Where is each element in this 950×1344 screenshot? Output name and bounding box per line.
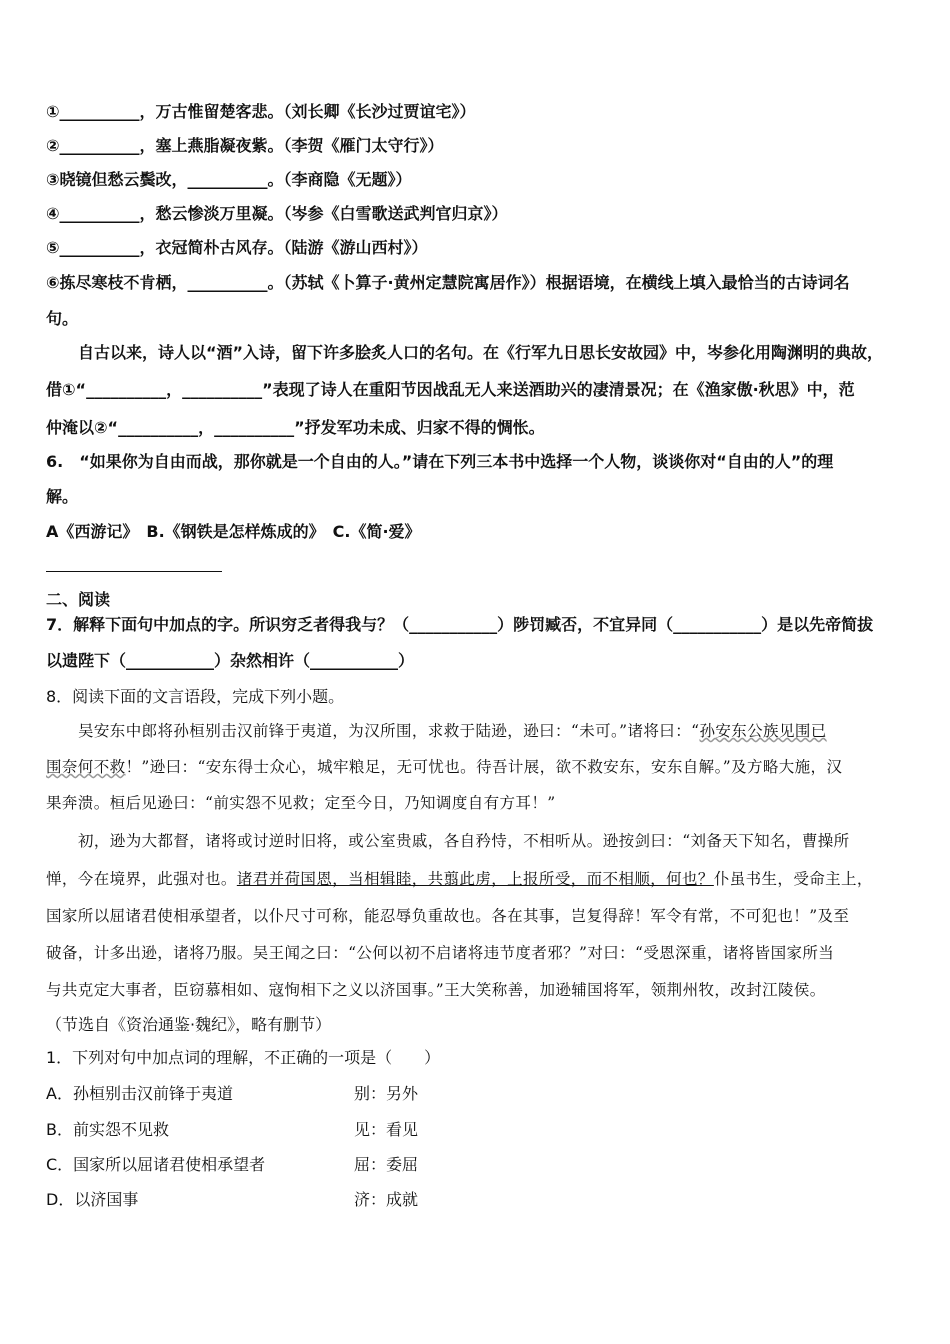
passage-line: 果奔溃。桓后见逊曰：“前实怨不见救；定至今日，乃知调度自有方耳！” <box>46 794 556 812</box>
text: ！”逊曰：“安东得士众心，城牢粮足，无可忧也。待吾计展，欲不救安东，安东自解。”及方略大施，汉 <box>125 758 843 776</box>
question-text: 解。 <box>46 487 79 506</box>
option-d[interactable] <box>46 1190 546 1210</box>
passage-line: 初，逊为大都督，诸将或讨逆时旧将，或公室贵戚，各自矜恃，不相听从。逊按剑曰：“刘备天下知名，曹操所 <box>78 832 850 850</box>
option-label: D．以济国事 <box>46 1190 139 1209</box>
fill-item: ③晓镜但愁云鬓改，__________。（李商隐《无题》） <box>46 170 412 189</box>
passage-line <box>46 869 873 889</box>
passage-line <box>78 721 827 741</box>
passage-line: 与共克定大事者，臣窃慕相如、寇恂相下之义以济国事。”王大笑称善，加逊辅国将军，领荆州牧，改封江陵侯。 <box>46 981 826 999</box>
wavy-text: 孙安东公族见围已 <box>699 722 827 740</box>
question-text: 6. “如果你为自由而战，那你就是一个自由的人。”请在下列三本书中选择一个人物，谈谈你对“自由的人”的理 <box>46 452 834 471</box>
option-c[interactable] <box>46 1155 546 1175</box>
question-text: 7．解释下面句中加点的字。所识穷乏者得我与？（___________）陟罚臧否，不宜异同（___________）是以先帝简拔 <box>46 615 874 634</box>
option-gloss: 屈：委屈 <box>354 1155 419 1174</box>
passage-source: （节选自《资治通鉴·魏纪》，略有删节） <box>46 1015 332 1034</box>
fill-item: ⑤__________，衣冠简朴古风存。（陆游《游山西村》） <box>46 238 428 257</box>
fill-item: ⑥拣尽寒枝不肯栖，__________。（苏轼《卜算子·黄州定慧院寓居作》）根据语境，在横线上填入最恰当的古诗词名 <box>46 273 850 292</box>
text: 仆虽书生，受命主上， <box>713 870 873 888</box>
paragraph-line: 自古以来，诗人以“酒”入诗，留下许多脍炙人口的名句。在《行军九日思长安故园》中，岑参化用陶渊明的典故， <box>78 343 884 362</box>
underlined-sentence: 诸君并荷国恩，当相辑睦，共翦此虏，上报所受，而不相顺，何也？ <box>236 870 714 888</box>
fill-item: ②__________，塞上燕脂凝夜紫。（李贺《雁门太守行》） <box>46 136 444 155</box>
option-a[interactable] <box>46 1084 546 1104</box>
paragraph-line: 借①“__________，__________”表现了诗人在重阳节因战乱无人来送酒助兴的凄清景况；在《渔家傲·秋思》中，范 <box>46 380 855 399</box>
answer-line <box>46 571 222 572</box>
text: 吴安东中郎将孙桓别击汉前锋于夷道，为汉所围，求救于陆逊，逊曰：“未可。”诸将曰：“ <box>78 722 700 740</box>
option-gloss: 见：看见 <box>354 1120 419 1139</box>
option-label: A．孙桓别击汉前锋于夷道 <box>46 1084 233 1103</box>
sub-question-stem: 1．下列对句中加点词的理解，不正确的一项是（ ） <box>46 1048 441 1067</box>
passage-line <box>46 757 842 777</box>
section-title: 二、阅读 <box>46 590 111 609</box>
question-text: 以遗陛下（___________）杂然相许（___________） <box>46 651 415 670</box>
fill-item: 句。 <box>46 309 79 328</box>
passage-line: 国家所以屈诸君使相承望者，以仆尺寸可称，能忍辱负重故也。各在其事，岂复得辞！军令有常，不可犯也！”及至 <box>46 907 850 925</box>
option-gloss: 济：成就 <box>354 1190 419 1209</box>
fill-item: ①__________，万古惟留楚客悲。（刘长卿《长沙过贾谊宅》） <box>46 102 476 121</box>
wavy-text: 围奈何不救 <box>46 758 126 776</box>
option-b[interactable] <box>46 1120 546 1140</box>
passage-line: 破备，计多出逊，诸将乃服。吴王闻之曰：“公何以初不启诸将违节度者邪？”对曰：“受恩深重，诸将皆国家所当 <box>46 944 835 962</box>
option-gloss: 别：另外 <box>354 1084 419 1103</box>
fill-item: ④__________，愁云惨淡万里凝。（岑参《白雪歌送武判官归京》） <box>46 204 508 223</box>
option-label: C．国家所以屈诸君使相承望者 <box>46 1155 266 1174</box>
option-label: B．前实怨不见救 <box>46 1120 169 1139</box>
text: 惮，今在境界，此强对也。 <box>46 870 237 888</box>
book-options: A《西游记》 B.《钢铁是怎样炼成的》 C.《简·爱》 <box>46 522 421 541</box>
paragraph-line: 仲淹以②“__________，__________”抒发军功未成、归家不得的惆怅。 <box>46 418 545 437</box>
question-intro: 8．阅读下面的文言语段，完成下列小题。 <box>46 687 345 706</box>
